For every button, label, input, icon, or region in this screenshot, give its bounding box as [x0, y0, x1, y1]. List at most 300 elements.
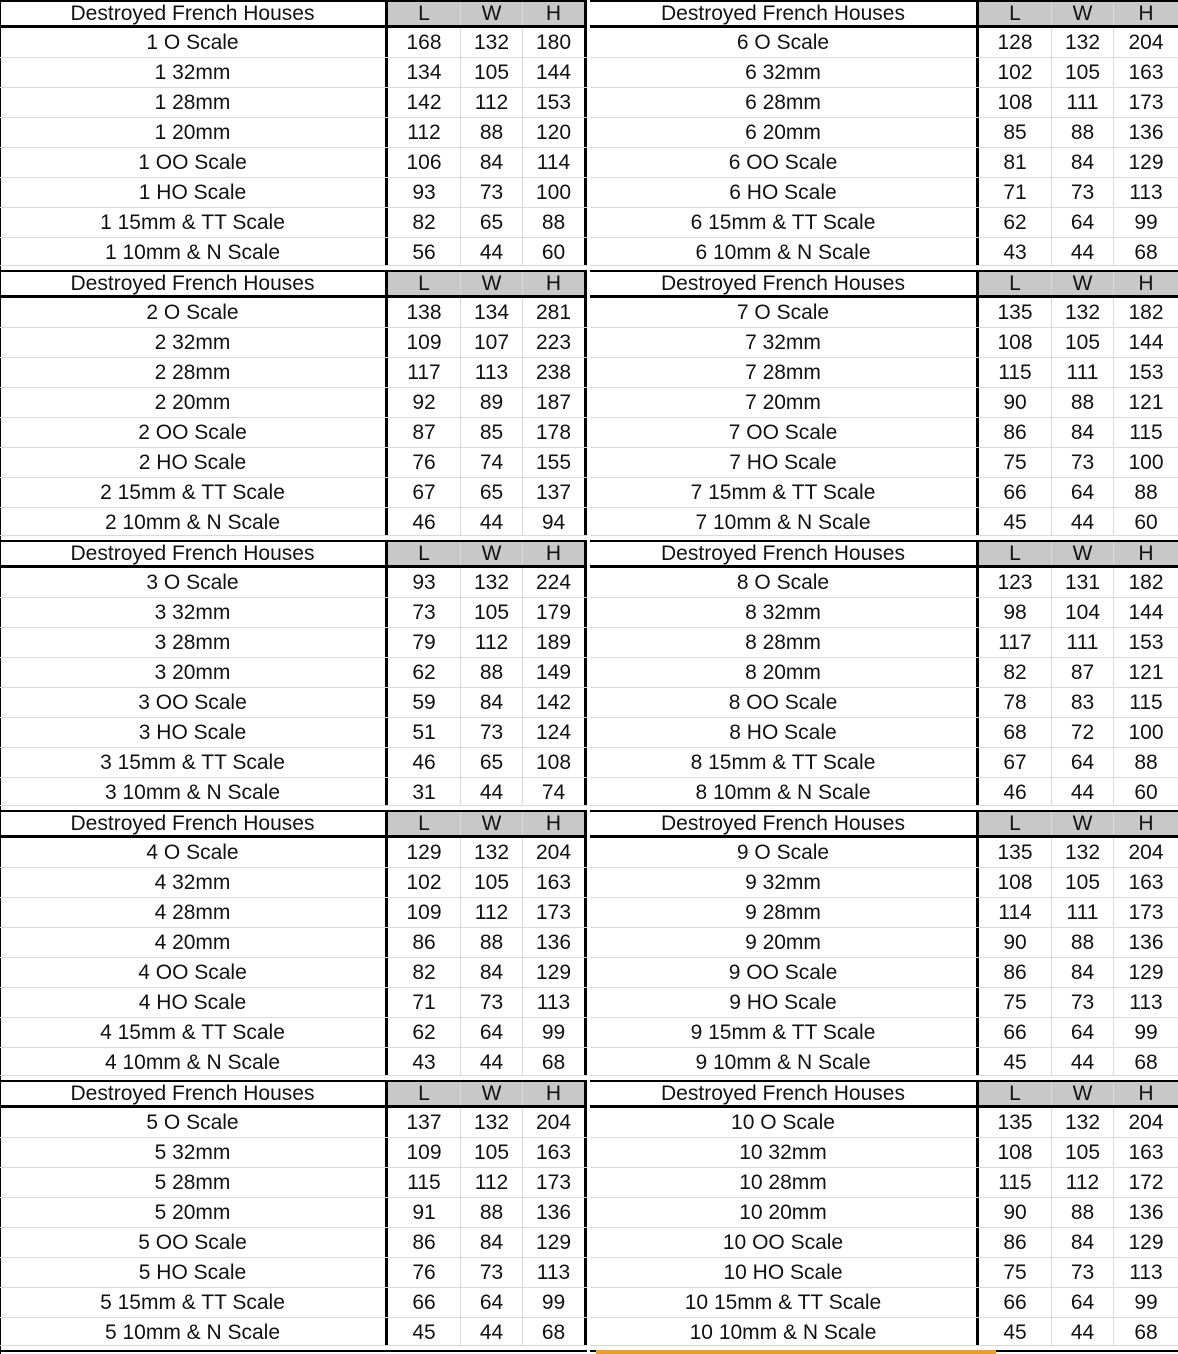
scale-name-cell[interactable]: 10 28mm — [590, 1168, 979, 1197]
width-cell[interactable]: 73 — [1052, 448, 1114, 477]
width-cell[interactable]: 44 — [461, 238, 523, 265]
height-cell[interactable]: 144 — [1128, 601, 1164, 624]
length-cell[interactable]: 108 — [979, 1138, 1052, 1167]
scale-name-cell[interactable]: 6 20mm — [590, 118, 979, 147]
width-cell[interactable]: 65 — [461, 748, 523, 777]
scale-name-cell[interactable]: 4 28mm — [0, 898, 388, 927]
header-title-cell[interactable]: Destroyed French Houses — [590, 542, 979, 565]
width-cell[interactable]: 65 — [461, 478, 523, 507]
height-cell[interactable]: 113 — [523, 988, 587, 1017]
scale-name-cell[interactable]: 9 OO Scale — [590, 958, 979, 987]
scale-name-cell[interactable]: 8 28mm — [590, 628, 979, 657]
height-cell[interactable]: 115 — [1129, 691, 1163, 714]
height-cell[interactable]: 113 — [1129, 181, 1163, 204]
scale-name-cell[interactable]: 5 32mm — [0, 1138, 388, 1167]
length-cell[interactable]: 71 — [388, 988, 461, 1017]
length-cell[interactable]: 86 — [979, 418, 1052, 447]
length-cell[interactable]: 137 — [388, 1108, 461, 1137]
height-cell[interactable]: 163 — [1128, 1141, 1164, 1164]
width-cell[interactable]: 84 — [1052, 958, 1114, 987]
width-cell[interactable]: 64 — [1052, 1018, 1114, 1047]
scale-name-cell[interactable]: 7 O Scale — [590, 298, 979, 327]
scale-name-cell[interactable]: 3 O Scale — [0, 568, 388, 597]
header-title-cell[interactable]: Destroyed French Houses — [0, 2, 388, 25]
header-w-cell[interactable]: W — [1052, 2, 1114, 25]
height-cell[interactable]: 144 — [1128, 331, 1164, 354]
height-cell[interactable]: 163 — [523, 868, 587, 897]
scale-name-cell[interactable]: 2 OO Scale — [0, 418, 388, 447]
width-cell[interactable]: 84 — [461, 1228, 523, 1257]
width-cell[interactable]: 112 — [461, 628, 523, 657]
width-cell[interactable]: 64 — [1052, 208, 1114, 237]
scale-name-cell[interactable]: 2 O Scale — [0, 298, 388, 327]
width-cell[interactable]: 111 — [1052, 898, 1114, 927]
header-w-cell[interactable]: W — [461, 272, 523, 295]
length-cell[interactable]: 66 — [388, 1288, 461, 1317]
width-cell[interactable]: 89 — [461, 388, 523, 417]
length-cell[interactable]: 98 — [979, 598, 1052, 627]
scale-name-cell[interactable]: 9 O Scale — [590, 838, 979, 867]
height-cell[interactable]: 182 — [1128, 571, 1164, 594]
length-cell[interactable]: 93 — [388, 178, 461, 207]
scale-name-cell[interactable]: 5 10mm & N Scale — [0, 1318, 388, 1345]
scale-name-cell[interactable]: 3 HO Scale — [0, 718, 388, 747]
length-cell[interactable]: 108 — [979, 328, 1052, 357]
length-cell[interactable]: 45 — [979, 1048, 1052, 1075]
height-cell[interactable]: 129 — [1128, 1231, 1164, 1254]
scale-name-cell[interactable]: 2 HO Scale — [0, 448, 388, 477]
height-cell[interactable]: 115 — [1129, 421, 1163, 444]
width-cell[interactable]: 112 — [461, 88, 523, 117]
scale-name-cell[interactable]: 5 28mm — [0, 1168, 388, 1197]
width-cell[interactable]: 105 — [461, 598, 523, 627]
length-cell[interactable]: 76 — [388, 448, 461, 477]
width-cell[interactable]: 112 — [461, 898, 523, 927]
height-cell[interactable]: 136 — [1128, 121, 1164, 144]
length-cell[interactable]: 56 — [388, 238, 461, 265]
height-cell[interactable]: 163 — [1128, 61, 1164, 84]
width-cell[interactable]: 73 — [461, 718, 523, 747]
width-cell[interactable]: 64 — [1052, 478, 1114, 507]
width-cell[interactable]: 65 — [461, 208, 523, 237]
width-cell[interactable]: 73 — [461, 178, 523, 207]
width-cell[interactable]: 134 — [461, 298, 523, 327]
scale-name-cell[interactable]: 2 10mm & N Scale — [0, 508, 388, 535]
width-cell[interactable]: 84 — [461, 958, 523, 987]
length-cell[interactable]: 67 — [979, 748, 1052, 777]
scale-name-cell[interactable]: 5 HO Scale — [0, 1258, 388, 1287]
length-cell[interactable]: 108 — [979, 88, 1052, 117]
height-cell[interactable]: 204 — [1128, 1111, 1164, 1134]
height-cell[interactable]: 178 — [523, 418, 587, 447]
length-cell[interactable]: 86 — [979, 1228, 1052, 1257]
height-cell[interactable]: 60 — [523, 238, 587, 265]
length-cell[interactable]: 62 — [388, 658, 461, 687]
height-cell[interactable]: 68 — [523, 1318, 587, 1345]
scale-name-cell[interactable]: 7 OO Scale — [590, 418, 979, 447]
length-cell[interactable]: 75 — [979, 988, 1052, 1017]
height-cell[interactable]: 99 — [1134, 1291, 1158, 1314]
length-cell[interactable]: 92 — [388, 388, 461, 417]
scale-name-cell[interactable]: 6 32mm — [590, 58, 979, 87]
scale-name-cell[interactable]: 3 15mm & TT Scale — [0, 748, 388, 777]
scale-name-cell[interactable]: 6 O Scale — [590, 28, 979, 57]
width-cell[interactable]: 88 — [1052, 118, 1114, 147]
height-cell[interactable]: 136 — [1128, 931, 1164, 954]
width-cell[interactable]: 113 — [461, 358, 523, 387]
height-cell[interactable]: 137 — [523, 478, 587, 507]
height-cell[interactable]: 179 — [523, 598, 587, 627]
header-w-cell[interactable]: W — [1052, 1082, 1114, 1105]
height-cell[interactable]: 204 — [1128, 31, 1164, 54]
header-h-cell[interactable]: H — [523, 812, 587, 835]
scale-name-cell[interactable]: 9 HO Scale — [590, 988, 979, 1017]
header-w-cell[interactable]: W — [1052, 272, 1114, 295]
height-cell[interactable]: 163 — [1128, 871, 1164, 894]
length-cell[interactable]: 46 — [388, 748, 461, 777]
length-cell[interactable]: 115 — [979, 1168, 1052, 1197]
height-cell[interactable]: 88 — [523, 208, 587, 237]
scale-name-cell[interactable]: 9 10mm & N Scale — [590, 1048, 979, 1075]
scale-name-cell[interactable]: 7 HO Scale — [590, 448, 979, 477]
width-cell[interactable]: 131 — [1052, 568, 1114, 597]
height-cell[interactable]: 136 — [523, 1198, 587, 1227]
header-h-cell[interactable]: H — [1114, 272, 1178, 295]
width-cell[interactable]: 85 — [461, 418, 523, 447]
scale-name-cell[interactable]: 10 20mm — [590, 1198, 979, 1227]
length-cell[interactable]: 79 — [388, 628, 461, 657]
height-cell[interactable]: 129 — [523, 958, 587, 987]
width-cell[interactable]: 88 — [1052, 1198, 1114, 1227]
scale-name-cell[interactable]: 5 15mm & TT Scale — [0, 1288, 388, 1317]
scale-name-cell[interactable]: 1 HO Scale — [0, 178, 388, 207]
scale-name-cell[interactable]: 7 15mm & TT Scale — [590, 478, 979, 507]
scale-name-cell[interactable]: 4 O Scale — [0, 838, 388, 867]
height-cell[interactable]: 281 — [523, 298, 587, 327]
length-cell[interactable]: 129 — [388, 838, 461, 867]
header-h-cell[interactable]: H — [1114, 2, 1178, 25]
scale-name-cell[interactable]: 1 O Scale — [0, 28, 388, 57]
length-cell[interactable]: 93 — [388, 568, 461, 597]
length-cell[interactable]: 168 — [388, 28, 461, 57]
width-cell[interactable]: 132 — [1052, 298, 1114, 327]
height-cell[interactable]: 100 — [523, 178, 587, 207]
scale-name-cell[interactable]: 8 32mm — [590, 598, 979, 627]
scale-name-cell[interactable]: 8 15mm & TT Scale — [590, 748, 979, 777]
scale-name-cell[interactable]: 5 20mm — [0, 1198, 388, 1227]
length-cell[interactable]: 75 — [979, 1258, 1052, 1287]
header-l-cell[interactable]: L — [979, 1082, 1052, 1105]
header-w-cell[interactable]: W — [461, 2, 523, 25]
length-cell[interactable]: 46 — [388, 508, 461, 535]
scale-name-cell[interactable]: 6 15mm & TT Scale — [590, 208, 979, 237]
length-cell[interactable]: 128 — [979, 28, 1052, 57]
scale-name-cell[interactable]: 9 28mm — [590, 898, 979, 927]
length-cell[interactable]: 82 — [979, 658, 1052, 687]
height-cell[interactable]: 153 — [1128, 631, 1164, 654]
height-cell[interactable]: 153 — [523, 88, 587, 117]
height-cell[interactable]: 238 — [523, 358, 587, 387]
width-cell[interactable]: 88 — [1052, 388, 1114, 417]
scale-name-cell[interactable]: 6 28mm — [590, 88, 979, 117]
width-cell[interactable]: 104 — [1052, 598, 1114, 627]
length-cell[interactable]: 78 — [979, 688, 1052, 717]
height-cell[interactable]: 60 — [1134, 511, 1158, 534]
height-cell[interactable]: 99 — [523, 1018, 587, 1047]
length-cell[interactable]: 142 — [388, 88, 461, 117]
header-w-cell[interactable]: W — [461, 812, 523, 835]
length-cell[interactable]: 86 — [388, 928, 461, 957]
scale-name-cell[interactable]: 4 HO Scale — [0, 988, 388, 1017]
width-cell[interactable]: 84 — [461, 688, 523, 717]
height-cell[interactable]: 99 — [1134, 211, 1158, 234]
length-cell[interactable]: 114 — [979, 898, 1052, 927]
scale-name-cell[interactable]: 9 32mm — [590, 868, 979, 897]
scale-name-cell[interactable]: 1 20mm — [0, 118, 388, 147]
header-l-cell[interactable]: L — [979, 812, 1052, 835]
length-cell[interactable]: 135 — [979, 838, 1052, 867]
length-cell[interactable]: 106 — [388, 148, 461, 177]
scale-name-cell[interactable]: 8 HO Scale — [590, 718, 979, 747]
width-cell[interactable]: 73 — [1052, 178, 1114, 207]
length-cell[interactable]: 90 — [979, 928, 1052, 957]
width-cell[interactable]: 132 — [461, 568, 523, 597]
length-cell[interactable]: 138 — [388, 298, 461, 327]
scale-name-cell[interactable]: 10 HO Scale — [590, 1258, 979, 1287]
width-cell[interactable]: 105 — [1052, 868, 1114, 897]
height-cell[interactable]: 223 — [523, 328, 587, 357]
header-h-cell[interactable]: H — [523, 1082, 587, 1105]
height-cell[interactable]: 173 — [1128, 91, 1164, 114]
height-cell[interactable]: 113 — [1129, 1261, 1163, 1284]
height-cell[interactable]: 155 — [523, 448, 587, 477]
width-cell[interactable]: 105 — [461, 1138, 523, 1167]
length-cell[interactable]: 62 — [388, 1018, 461, 1047]
scale-name-cell[interactable]: 9 15mm & TT Scale — [590, 1018, 979, 1047]
width-cell[interactable]: 132 — [1052, 28, 1114, 57]
height-cell[interactable]: 129 — [1128, 151, 1164, 174]
length-cell[interactable]: 51 — [388, 718, 461, 747]
height-cell[interactable]: 173 — [523, 898, 587, 927]
scale-name-cell[interactable]: 10 O Scale — [590, 1108, 979, 1137]
header-l-cell[interactable]: L — [388, 2, 461, 25]
length-cell[interactable]: 115 — [388, 1168, 461, 1197]
scale-name-cell[interactable]: 10 15mm & TT Scale — [590, 1288, 979, 1317]
width-cell[interactable]: 44 — [461, 778, 523, 805]
length-cell[interactable]: 117 — [979, 628, 1052, 657]
header-w-cell[interactable]: W — [461, 542, 523, 565]
width-cell[interactable]: 73 — [461, 1258, 523, 1287]
width-cell[interactable]: 107 — [461, 328, 523, 357]
width-cell[interactable]: 105 — [461, 58, 523, 87]
header-w-cell[interactable]: W — [1052, 812, 1114, 835]
width-cell[interactable]: 44 — [1052, 1318, 1114, 1345]
scale-name-cell[interactable]: 2 32mm — [0, 328, 388, 357]
height-cell[interactable]: 88 — [1134, 751, 1158, 774]
header-title-cell[interactable]: Destroyed French Houses — [590, 272, 979, 295]
width-cell[interactable]: 112 — [1052, 1168, 1114, 1197]
scale-name-cell[interactable]: 4 OO Scale — [0, 958, 388, 987]
height-cell[interactable]: 94 — [523, 508, 587, 535]
width-cell[interactable]: 64 — [1052, 1288, 1114, 1317]
header-l-cell[interactable]: L — [979, 542, 1052, 565]
length-cell[interactable]: 117 — [388, 358, 461, 387]
length-cell[interactable]: 109 — [388, 328, 461, 357]
scale-name-cell[interactable]: 7 28mm — [590, 358, 979, 387]
length-cell[interactable]: 67 — [388, 478, 461, 507]
scale-name-cell[interactable]: 1 15mm & TT Scale — [0, 208, 388, 237]
width-cell[interactable]: 44 — [1052, 1048, 1114, 1075]
height-cell[interactable]: 68 — [1134, 1051, 1158, 1074]
header-w-cell[interactable]: W — [461, 1082, 523, 1105]
width-cell[interactable]: 132 — [461, 1108, 523, 1137]
header-h-cell[interactable]: H — [1114, 542, 1178, 565]
scale-name-cell[interactable]: 3 32mm — [0, 598, 388, 627]
length-cell[interactable]: 90 — [979, 1198, 1052, 1227]
header-l-cell[interactable]: L — [979, 272, 1052, 295]
height-cell[interactable]: 68 — [1134, 241, 1158, 264]
header-h-cell[interactable]: H — [523, 2, 587, 25]
height-cell[interactable]: 113 — [1129, 991, 1163, 1014]
scale-name-cell[interactable]: 7 32mm — [590, 328, 979, 357]
header-h-cell[interactable]: H — [523, 542, 587, 565]
header-l-cell[interactable]: L — [388, 542, 461, 565]
length-cell[interactable]: 102 — [979, 58, 1052, 87]
length-cell[interactable]: 85 — [979, 118, 1052, 147]
header-h-cell[interactable]: H — [523, 272, 587, 295]
length-cell[interactable]: 123 — [979, 568, 1052, 597]
scale-name-cell[interactable]: 4 32mm — [0, 868, 388, 897]
height-cell[interactable]: 120 — [523, 118, 587, 147]
height-cell[interactable]: 68 — [1134, 1321, 1158, 1344]
length-cell[interactable]: 86 — [979, 958, 1052, 987]
scale-name-cell[interactable]: 7 10mm & N Scale — [590, 508, 979, 535]
header-title-cell[interactable]: Destroyed French Houses — [0, 272, 388, 295]
length-cell[interactable]: 43 — [979, 238, 1052, 265]
length-cell[interactable]: 86 — [388, 1228, 461, 1257]
scale-name-cell[interactable]: 3 20mm — [0, 658, 388, 687]
height-cell[interactable]: 99 — [1134, 1021, 1158, 1044]
width-cell[interactable]: 105 — [461, 868, 523, 897]
length-cell[interactable]: 91 — [388, 1198, 461, 1227]
height-cell[interactable]: 173 — [523, 1168, 587, 1197]
scale-name-cell[interactable]: 1 28mm — [0, 88, 388, 117]
length-cell[interactable]: 66 — [979, 1288, 1052, 1317]
length-cell[interactable]: 76 — [388, 1258, 461, 1287]
length-cell[interactable]: 68 — [979, 718, 1052, 747]
width-cell[interactable]: 64 — [461, 1018, 523, 1047]
header-l-cell[interactable]: L — [388, 812, 461, 835]
width-cell[interactable]: 111 — [1052, 88, 1114, 117]
scale-name-cell[interactable]: 8 O Scale — [590, 568, 979, 597]
length-cell[interactable]: 82 — [388, 208, 461, 237]
header-l-cell[interactable]: L — [388, 1082, 461, 1105]
width-cell[interactable]: 88 — [461, 1198, 523, 1227]
length-cell[interactable]: 115 — [979, 358, 1052, 387]
scale-name-cell[interactable]: 5 O Scale — [0, 1108, 388, 1137]
length-cell[interactable]: 109 — [388, 1138, 461, 1167]
length-cell[interactable]: 73 — [388, 598, 461, 627]
width-cell[interactable]: 74 — [461, 448, 523, 477]
length-cell[interactable]: 75 — [979, 448, 1052, 477]
scale-name-cell[interactable]: 10 OO Scale — [590, 1228, 979, 1257]
height-cell[interactable]: 153 — [1128, 361, 1164, 384]
width-cell[interactable]: 88 — [461, 928, 523, 957]
scale-name-cell[interactable]: 3 OO Scale — [0, 688, 388, 717]
height-cell[interactable]: 114 — [523, 148, 587, 177]
height-cell[interactable]: 173 — [1128, 901, 1164, 924]
length-cell[interactable]: 43 — [388, 1048, 461, 1075]
length-cell[interactable]: 90 — [979, 388, 1052, 417]
header-l-cell[interactable]: L — [979, 2, 1052, 25]
width-cell[interactable]: 105 — [1052, 1138, 1114, 1167]
width-cell[interactable]: 105 — [1052, 328, 1114, 357]
width-cell[interactable]: 44 — [461, 508, 523, 535]
height-cell[interactable]: 99 — [523, 1288, 587, 1317]
width-cell[interactable]: 44 — [461, 1048, 523, 1075]
length-cell[interactable]: 112 — [388, 118, 461, 147]
length-cell[interactable]: 81 — [979, 148, 1052, 177]
width-cell[interactable]: 87 — [1052, 658, 1114, 687]
scale-name-cell[interactable]: 4 10mm & N Scale — [0, 1048, 388, 1075]
length-cell[interactable]: 87 — [388, 418, 461, 447]
header-title-cell[interactable]: Destroyed French Houses — [0, 812, 388, 835]
header-l-cell[interactable]: L — [388, 272, 461, 295]
header-title-cell[interactable]: Destroyed French Houses — [590, 812, 979, 835]
width-cell[interactable]: 132 — [461, 838, 523, 867]
length-cell[interactable]: 31 — [388, 778, 461, 805]
scale-name-cell[interactable]: 3 28mm — [0, 628, 388, 657]
height-cell[interactable]: 204 — [523, 838, 587, 867]
height-cell[interactable]: 136 — [523, 928, 587, 957]
height-cell[interactable]: 60 — [1134, 781, 1158, 804]
width-cell[interactable]: 88 — [461, 118, 523, 147]
height-cell[interactable]: 224 — [523, 568, 587, 597]
header-h-cell[interactable]: H — [1114, 1082, 1178, 1105]
height-cell[interactable]: 124 — [523, 718, 587, 747]
height-cell[interactable]: 121 — [1128, 391, 1164, 414]
height-cell[interactable]: 136 — [1128, 1201, 1164, 1224]
height-cell[interactable]: 182 — [1128, 301, 1164, 324]
height-cell[interactable]: 149 — [523, 658, 587, 687]
width-cell[interactable]: 44 — [1052, 778, 1114, 805]
scale-name-cell[interactable]: 1 32mm — [0, 58, 388, 87]
header-h-cell[interactable]: H — [1114, 812, 1178, 835]
width-cell[interactable]: 132 — [1052, 838, 1114, 867]
length-cell[interactable]: 62 — [979, 208, 1052, 237]
header-title-cell[interactable]: Destroyed French Houses — [0, 1082, 388, 1105]
height-cell[interactable]: 187 — [523, 388, 587, 417]
width-cell[interactable]: 84 — [1052, 148, 1114, 177]
header-title-cell[interactable]: Destroyed French Houses — [590, 1082, 979, 1105]
height-cell[interactable]: 163 — [523, 1138, 587, 1167]
width-cell[interactable]: 132 — [1052, 1108, 1114, 1137]
width-cell[interactable]: 88 — [1052, 928, 1114, 957]
length-cell[interactable]: 82 — [388, 958, 461, 987]
length-cell[interactable]: 66 — [979, 478, 1052, 507]
length-cell[interactable]: 135 — [979, 1108, 1052, 1137]
width-cell[interactable]: 73 — [1052, 988, 1114, 1017]
width-cell[interactable]: 112 — [461, 1168, 523, 1197]
width-cell[interactable]: 44 — [1052, 238, 1114, 265]
width-cell[interactable]: 84 — [461, 148, 523, 177]
length-cell[interactable]: 71 — [979, 178, 1052, 207]
width-cell[interactable]: 64 — [1052, 748, 1114, 777]
scale-name-cell[interactable]: 4 15mm & TT Scale — [0, 1018, 388, 1047]
width-cell[interactable]: 111 — [1052, 628, 1114, 657]
scale-name-cell[interactable]: 7 20mm — [590, 388, 979, 417]
scale-name-cell[interactable]: 4 20mm — [0, 928, 388, 957]
